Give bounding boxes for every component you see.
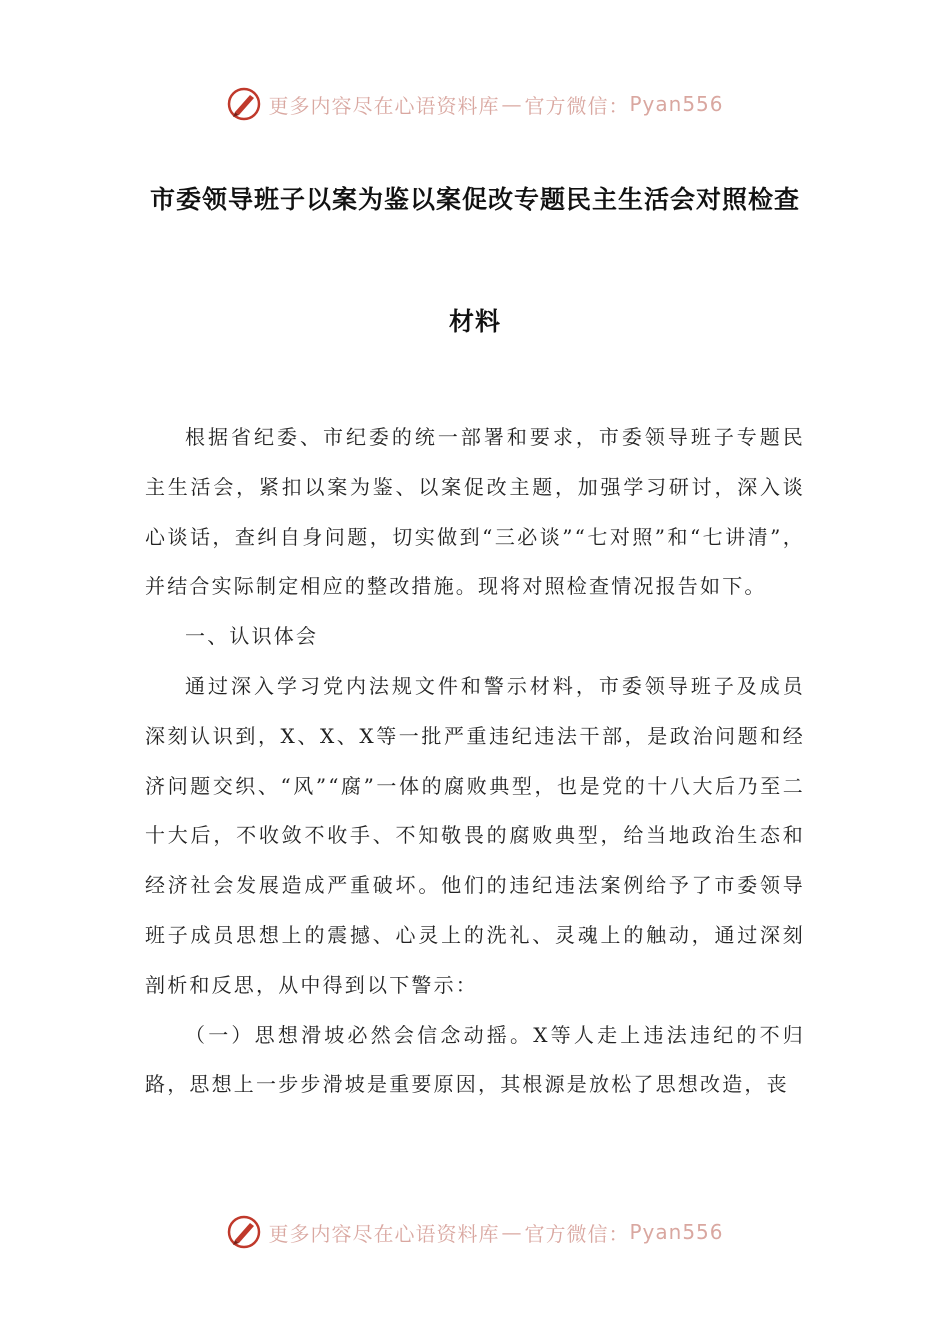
watermark-text: 更多内容尽在心语资料库 [268,1221,500,1246]
watermark-text: 更多内容尽在心语资料库 [268,93,500,118]
watermark-footer [0,1212,950,1252]
section-heading: 一、认识体会 [185,624,319,649]
document-body [145,413,805,1110]
paragraph-point-1: （一）思想滑坡必然会信念动摇。X等人走上违法违纪的不归路，思想上一步步滑坡是重要原因，其根源是放松了思想改造，丧 [145,1022,805,1097]
document-title: 市委领导班子以案为鉴以案促改专题民主生活会对照检查 [149,185,800,214]
pen-logo-icon [226,86,262,122]
paragraph-understanding: 通过深入学习党内法规文件和警示材料，市委领导班子及成员深刻认识到，X、X、X等一批严重违纪违法干部，是政治问题和经济问题交织、“风”“腐”一体的腐败典型，也是党的十八大后乃至二十大后，不收敛不收手、不知敬畏的腐败典型，给当地政治生态和经济社会发展造成严重破坏。他们的违纪违法案例给予了市委领导班子成员思想上的震撼、心灵上的洗礼、灵魂上的触动，通过深刻剖析和反思，从中得到以下警示： [145,673,805,997]
paragraph-intro: 根据省纪委、市纪委的统一部署和要求，市委领导班子专题民主生活会，紧扣以案为鉴、以案促改主题，加强学习研讨，深入谈心谈话，查纠自身问题，切实做到“三必谈”“七对照”和“七讲清”，并结合实际制定相应的整改措施。现将对照检查情况报告如下。 [145,425,805,599]
pen-logo-icon [226,1214,262,1250]
watermark-suffix: 官方微信： [524,93,630,118]
watermark-id: Pyan556 [629,1220,724,1244]
watermark-separator: — [501,1220,523,1244]
watermark-separator: — [501,92,523,116]
watermark-id: Pyan556 [629,92,724,116]
watermark-suffix: 官方微信： [524,1221,630,1246]
watermark-header [0,84,950,124]
document-title-continued: 材料 [448,307,501,336]
